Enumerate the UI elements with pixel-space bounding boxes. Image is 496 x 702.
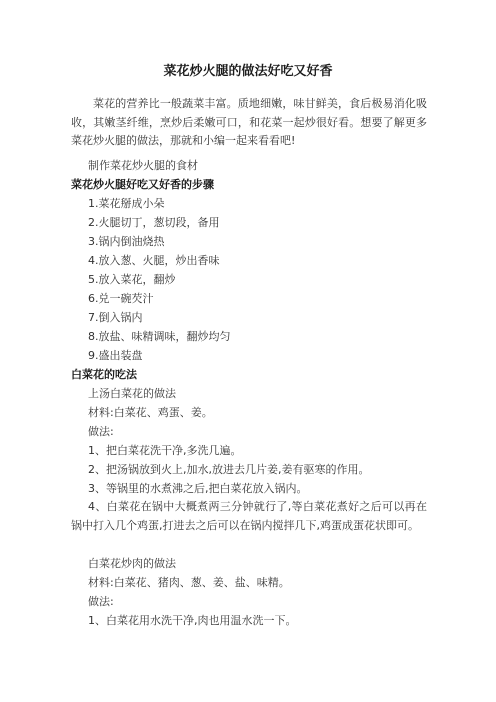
method-step: 2、把汤锅放到火上,加水,放进去几片姜,姜有驱寒的作用。 xyxy=(88,463,370,476)
method-step: 3、等锅里的水煮沸之后,把白菜花放入锅内。 xyxy=(88,482,308,495)
step-item: 9.盛出装盘 xyxy=(88,349,143,362)
method-step: 1、白菜花用水洗干净,肉也用温水洗一下。 xyxy=(88,614,297,627)
intro-paragraph: 菜花的营养比一般蔬菜丰富。质地细嫩，味甘鲜美，食后极易消化吸收，其嫩茎纤维，烹炒后柔嫩可口，和花菜一起炒很好看。想要了解更多菜花炒火腿的做法，那就和小编一起来看看吧! xyxy=(71,97,427,147)
recipe-materials: 材料:白菜花、鸡蛋、姜。 xyxy=(88,406,213,419)
method-label: 做法: xyxy=(88,595,114,608)
step-item: 5.放入菜花，翻炒 xyxy=(88,273,176,286)
step-item: 6.兑一碗芡汁 xyxy=(88,292,154,305)
method-step: 4、白菜花在锅中大概煮两三分钟就行了,等白菜花煮好之后可以再在锅中打入几个鸡蛋,打进去之后可以在锅内搅拌几下,鸡蛋成蛋花状即可。 xyxy=(71,500,427,532)
recipe-title: 上汤白菜花的做法 xyxy=(88,387,176,400)
section-heading: 白菜花的吃法 xyxy=(71,368,137,381)
recipe-materials: 材料:白菜花、猪肉、葱、姜、盐、味精。 xyxy=(88,576,290,589)
method-label: 做法: xyxy=(88,425,114,438)
step-item: 3.锅内倒油烧热 xyxy=(88,235,165,248)
ingredients-label: 制作菜花炒火腿的食材 xyxy=(88,159,198,172)
steps-heading: 菜花炒火腿好吃又好香的步骤 xyxy=(71,178,214,191)
recipe-title: 白菜花炒肉的做法 xyxy=(88,557,176,570)
step-item: 2.火腿切丁，葱切段，备用 xyxy=(88,216,220,229)
step-item: 8.放盐、味精调味，翻炒均匀 xyxy=(88,330,231,343)
step-item: 1.菜花掰成小朵 xyxy=(88,197,165,210)
method-step: 1、把白菜花洗干净,多洗几遍。 xyxy=(88,444,242,457)
step-item: 4.放入葱、火腿，炒出香味 xyxy=(88,254,220,267)
page-title: 菜花炒火腿的做法好吃又好香 xyxy=(163,64,333,79)
step-item: 7.倒入锅内 xyxy=(88,311,143,324)
